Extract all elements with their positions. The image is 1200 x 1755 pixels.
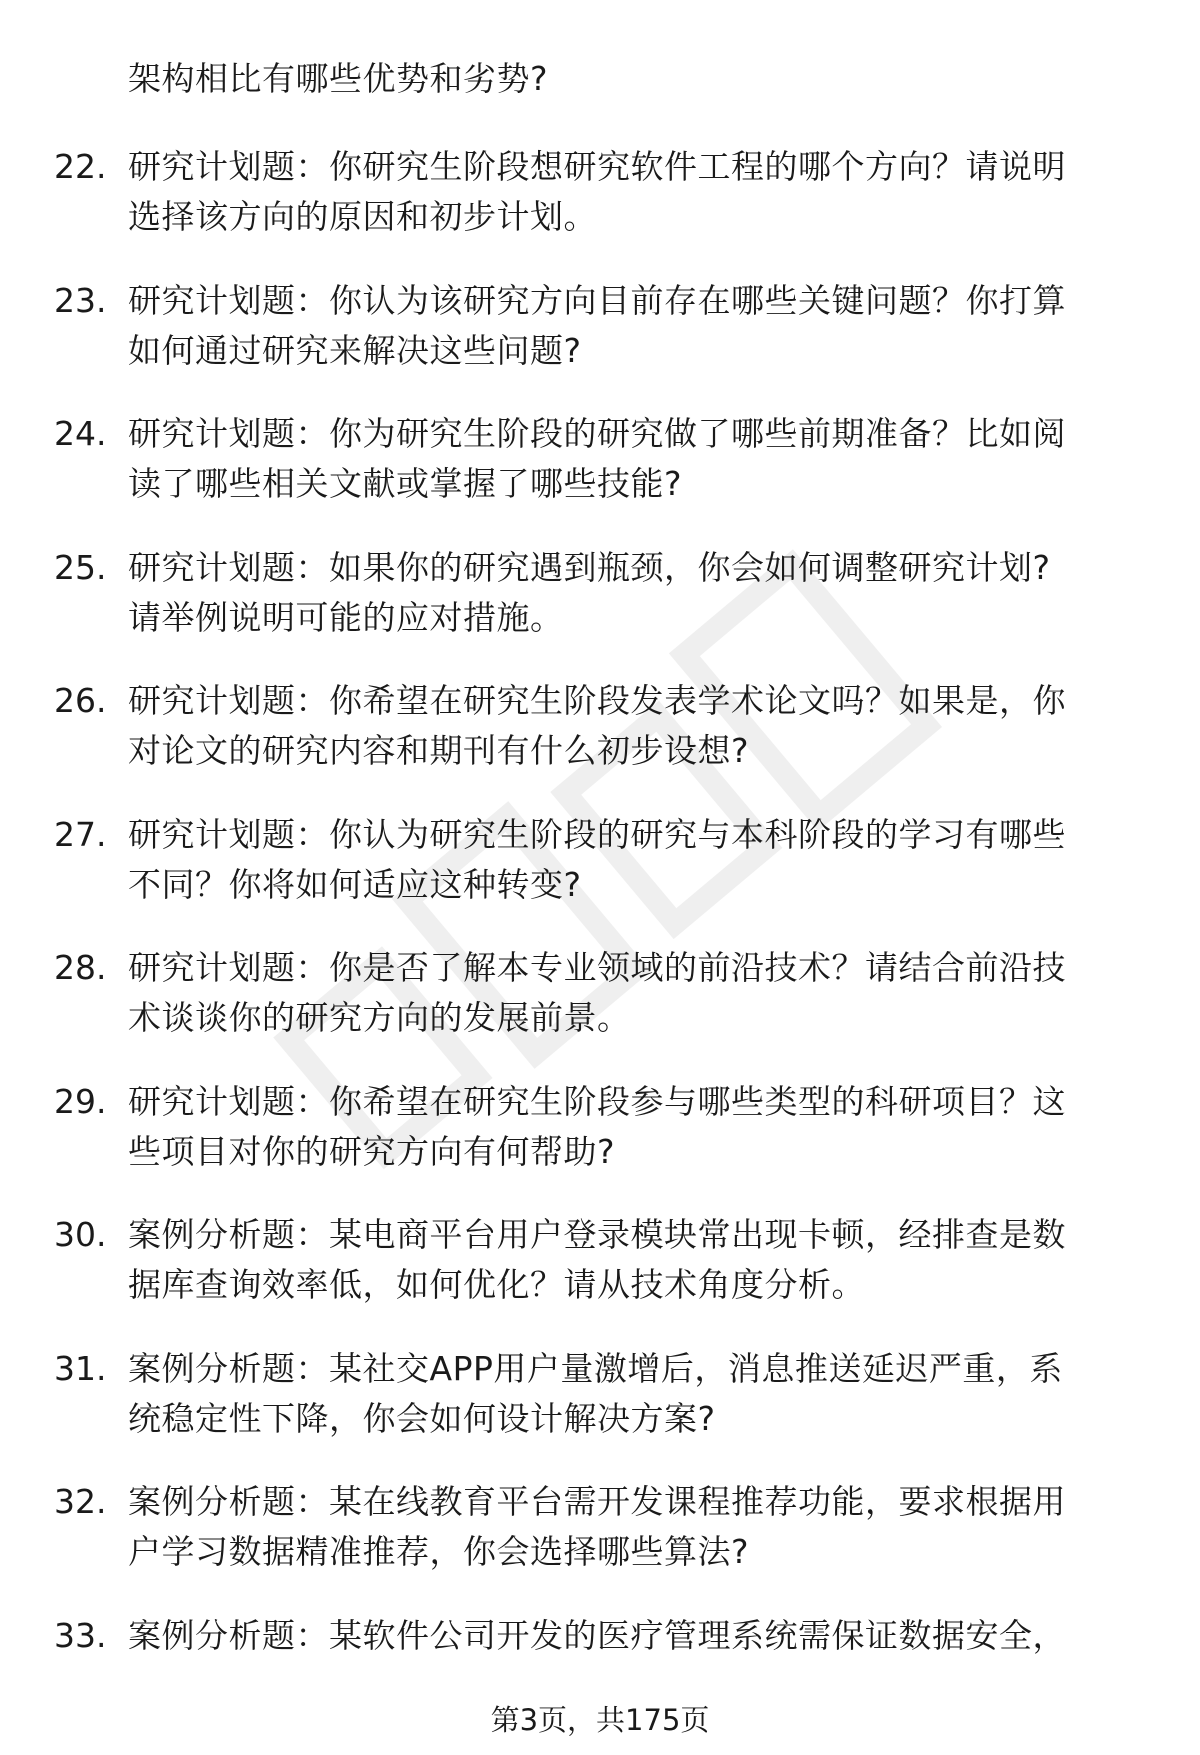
question-item — [0, 810, 1200, 944]
question-item — [0, 142, 1200, 276]
question-item — [0, 543, 1200, 677]
question-line-1: 研究计划题：你认为研究生阶段的研究与本科阶段的学习有哪些 — [128, 814, 1066, 854]
question-number: 22. — [54, 147, 107, 186]
question-number: 32. — [54, 1482, 107, 1521]
question-line-2: 不同？你将如何适应这种转变? — [128, 864, 582, 904]
question-line-2: 统稳定性下降，你会如何设计解决方案? — [128, 1398, 716, 1438]
question-text — [128, 1210, 1138, 1310]
question-item — [0, 1344, 1200, 1478]
continuation-text: 架构相比有哪些优势和劣势? — [128, 59, 549, 98]
question-line-2: 术谈谈你的研究方向的发展前景。 — [128, 998, 631, 1037]
question-line-2: 读了哪些相关文献或掌握了哪些技能? — [128, 464, 683, 503]
question-text — [128, 676, 1138, 776]
question-item — [0, 676, 1200, 810]
question-item — [0, 1077, 1200, 1211]
question-text — [128, 1344, 1138, 1444]
question-item — [0, 1210, 1200, 1344]
question-line-2: 户学习数据精准推荐，你会选择哪些算法? — [128, 1532, 750, 1571]
page-footer: 第3页，共175页 — [490, 1703, 710, 1737]
question-line-2: 些项目对你的研究方向有何帮助? — [128, 1131, 616, 1171]
question-text — [128, 409, 1138, 509]
question-number: 28. — [54, 948, 107, 987]
question-line-2: 如何通过研究来解决这些问题? — [128, 330, 582, 370]
question-line-2: 对论文的研究内容和期刊有什么初步设想? — [128, 731, 750, 770]
question-number: 31. — [54, 1348, 107, 1388]
question-text — [128, 943, 1138, 1043]
question-line-2: 选择该方向的原因和初步计划。 — [128, 197, 597, 236]
question-number: 27. — [54, 814, 107, 854]
question-line-1: 研究计划题：你希望在研究生阶段发表学术论文吗？如果是，你 — [128, 681, 1066, 720]
question-item — [0, 276, 1200, 410]
question-line-1: 案例分析题：某软件公司开发的医疗管理系统需保证数据安全， — [128, 1615, 1066, 1655]
question-text — [128, 543, 1138, 643]
question-line-1: 研究计划题：如果你的研究遇到瓶颈，你会如何调整研究计划? — [128, 547, 1051, 587]
question-text — [128, 1611, 1138, 1661]
question-line-1: 研究计划题：你研究生阶段想研究软件工程的哪个方向？请说明 — [128, 147, 1066, 186]
question-number: 26. — [54, 681, 107, 720]
question-number: 30. — [54, 1215, 107, 1254]
question-text — [128, 1077, 1138, 1177]
question-text — [128, 810, 1138, 910]
question-number: 24. — [54, 414, 107, 453]
question-item — [0, 409, 1200, 543]
question-line-1: 案例分析题：某社交APP用户量激增后，消息推送延迟严重，系 — [128, 1348, 1063, 1388]
question-list — [0, 142, 1200, 1744]
question-text — [128, 142, 1138, 242]
question-line-1: 研究计划题：你认为该研究方向目前存在哪些关键问题？你打算 — [128, 280, 1066, 320]
question-number: 23. — [54, 280, 107, 320]
question-line-2: 请举例说明可能的应对措施。 — [128, 597, 564, 637]
question-item — [0, 1477, 1200, 1611]
question-text — [128, 1477, 1138, 1577]
question-number: 29. — [54, 1081, 107, 1121]
question-line-1: 案例分析题：某在线教育平台需开发课程推荐功能，要求根据用 — [128, 1482, 1066, 1521]
question-line-1: 研究计划题：你希望在研究生阶段参与哪些类型的科研项目？这 — [128, 1081, 1066, 1121]
question-number: 25. — [54, 547, 107, 587]
question-line-2: 据库查询效率低，如何优化？请从技术角度分析。 — [128, 1265, 865, 1304]
question-number: 33. — [54, 1615, 107, 1655]
question-line-1: 研究计划题：你是否了解本专业领域的前沿技术？请结合前沿技 — [128, 948, 1066, 987]
question-line-1: 研究计划题：你为研究生阶段的研究做了哪些前期准备？比如阅 — [128, 414, 1066, 453]
question-text — [128, 276, 1138, 376]
question-item — [0, 943, 1200, 1077]
question-line-1: 案例分析题：某电商平台用户登录模块常出现卡顿，经排查是数 — [128, 1215, 1066, 1254]
